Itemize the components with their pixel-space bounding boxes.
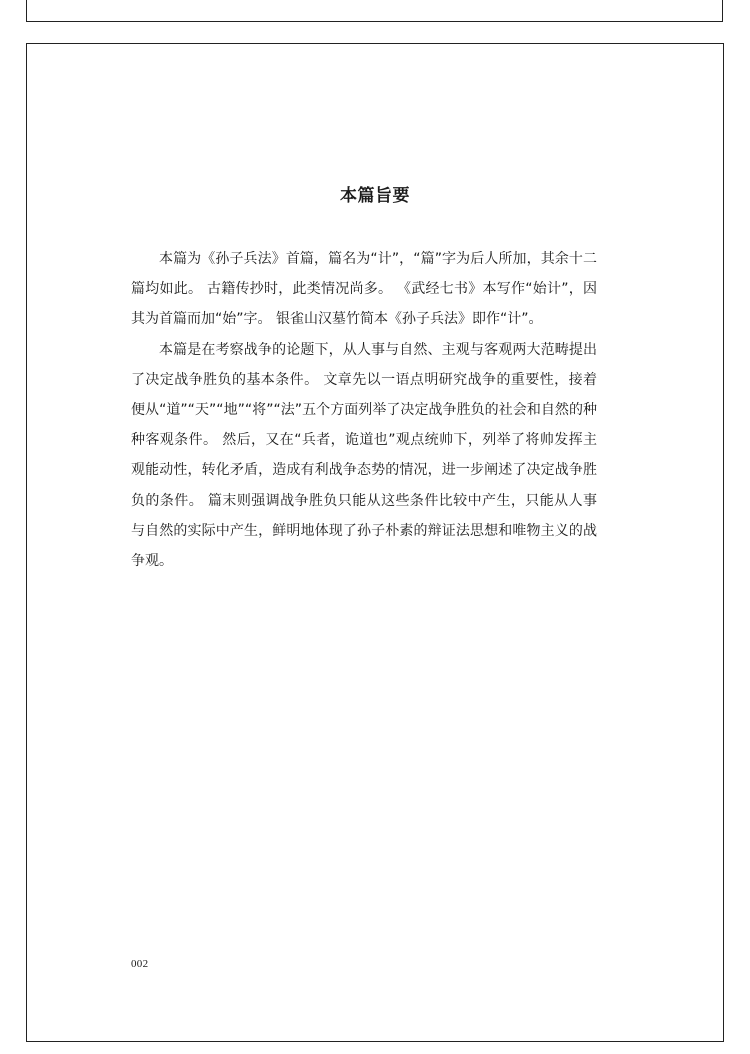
section-title: 本篇旨要: [340, 186, 410, 206]
previous-page-frame: [26, 0, 723, 22]
paragraph: 本篇是在考察战争的论题下，从人事与自然、主观与客观两大范畴提出了决定战争胜负的基本条件。 文章先以一语点明研究战争的重要性，接着便从“道”“天”“地”“将”“法”五个方面列举了决定战争胜负的社会和自然的种种客观条件。 然后，又在“兵者，诡道也”观点统帅下，列举了将帅发挥主观能动性，转化矛盾，造成有利战争态势的情况，进一步阐述了决定战争胜负的条件。 篇末则强调战争胜负只能从这些条件比较中产生，只能从人事与自然的实际中产生，鲜明地体现了孙子朴素的辩证法思想和唯物主义的战争观。: [131, 341, 597, 570]
page-number: 002: [131, 958, 149, 970]
section-body: [131, 244, 597, 576]
paragraph: 本篇为《孙子兵法》首篇，篇名为“计”，“篇”字为后人所加，其余十二篇均如此。 古籍传抄时，此类情况尚多。 《武经七书》本写作“始计”，因其为首篇而加“始”字。 银雀山汉墓竹简本《孙子兵法》即作“计”。: [131, 251, 597, 328]
book-page: [26, 43, 724, 1042]
